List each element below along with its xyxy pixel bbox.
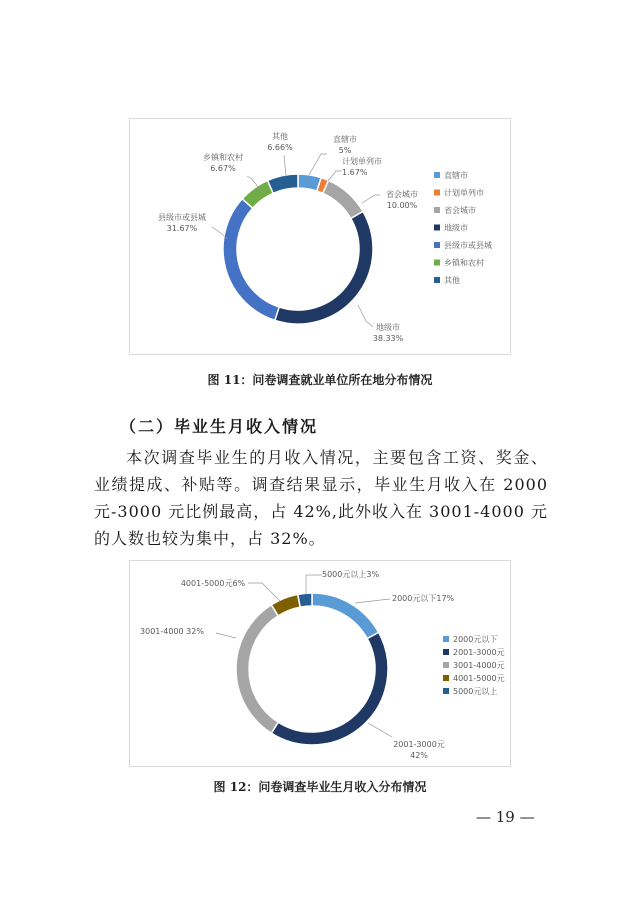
legend-label-5: 县级市或县城 <box>444 241 492 250</box>
donut-slice-7 <box>268 174 298 193</box>
legend-swatch-2 <box>443 649 449 655</box>
donut-slice-5 <box>223 199 279 321</box>
figure-12-caption: 图 12：问卷调查毕业生月收入分布情况 <box>213 780 427 794</box>
leader-line-1 <box>309 154 327 175</box>
legend-label-4: 地级市 <box>444 223 468 233</box>
legend-label-5: 5000元以上 <box>453 687 498 696</box>
donut-slice-3 <box>236 605 278 733</box>
chart-12-svg <box>130 561 510 766</box>
slice-label-value-4: 38.33% <box>372 334 404 343</box>
legend-swatch-7 <box>434 277 440 283</box>
legend-label-4: 4001-5000元 <box>453 674 505 683</box>
slice-label-1: 2000元以下17% <box>392 594 455 603</box>
leader-line-2 <box>328 171 342 181</box>
legend-swatch-1 <box>443 636 449 642</box>
leader-line-4 <box>358 305 373 327</box>
slice-label-name-1: 直辖市 <box>333 135 357 144</box>
leader-line-2 <box>368 723 392 737</box>
leader-line-5 <box>306 575 322 594</box>
legend-swatch-3 <box>434 207 440 213</box>
chart-11-svg <box>130 119 510 354</box>
legend-label-1: 2000元以下 <box>453 635 498 644</box>
leader-line-7 <box>284 155 286 176</box>
donut-slice-4 <box>275 212 373 324</box>
slice-label-name-7: 其他 <box>272 132 288 141</box>
donut-slice-5 <box>298 593 312 607</box>
legend-label-7: 其他 <box>444 276 460 285</box>
slice-label-name-5: 县级市或县城 <box>158 213 206 222</box>
legend-swatch-4 <box>434 225 440 231</box>
legend-swatch-2 <box>434 190 440 196</box>
slice-label-value-5: 31.67% <box>166 224 198 233</box>
legend-label-2: 2001-3000元 <box>453 648 505 657</box>
slice-label-name-2: 计划单列市 <box>342 157 382 166</box>
slice-label-4: 4001-5000元6% <box>180 579 246 588</box>
legend-swatch-6 <box>434 260 440 266</box>
leader-line-3 <box>362 195 380 203</box>
legend-label-6: 乡镇和农村 <box>444 258 484 268</box>
donut-slice-4 <box>271 594 300 615</box>
body-paragraph: 本次调查毕业生的月收入情况，主要包含工资、奖金、业绩提成、补贴等。调查结果显示，毕业生月收入在 2000 元-3000 元比例最高，占 42%,此外收入在 3001-4000 元的人数也较为集中，占 32%。 <box>94 448 548 548</box>
slice-label-value-2: 1.67% <box>342 168 368 177</box>
slice-label-name-3: 省会城市 <box>386 190 418 199</box>
slice-label-value-7: 6.66% <box>267 143 293 152</box>
legend-label-3: 3001-4000元 <box>453 661 505 670</box>
slice-label-2-line1: 2001-3000元 <box>393 740 445 749</box>
section-heading: （二）毕业生月收入情况 <box>120 417 319 436</box>
donut-slice-3 <box>323 180 363 218</box>
legend-label-2: 计划单列市 <box>444 188 484 198</box>
legend-label-3: 省会城市 <box>444 206 476 215</box>
legend-label-1: 直辖市 <box>444 171 468 180</box>
legend-swatch-3 <box>443 662 449 668</box>
slice-label-5: 5000元以上3% <box>322 570 380 579</box>
leader-line-1 <box>355 599 390 603</box>
legend-swatch-5 <box>443 688 449 694</box>
chart-12-frame <box>129 560 511 767</box>
slice-label-name-6: 乡镇和农村 <box>203 153 243 162</box>
legend-swatch-1 <box>434 172 440 178</box>
legend-swatch-5 <box>434 242 440 248</box>
leader-line-4 <box>248 583 280 601</box>
page-number: — 19 — <box>476 808 535 826</box>
slice-label-value-3: 10.00% <box>386 201 418 210</box>
leader-line-3 <box>216 633 236 638</box>
legend-swatch-4 <box>443 675 449 681</box>
donut-slice-1 <box>312 593 379 639</box>
slice-label-value-1: 5% <box>338 146 352 155</box>
donut-slice-2 <box>271 632 388 745</box>
slice-label-2-line2: 42% <box>410 751 428 760</box>
figure-11-caption: 图 11：问卷调查就业单位所在地分布情况 <box>207 373 433 387</box>
chart-11-frame <box>129 118 511 355</box>
slice-label-value-6: 6.67% <box>210 164 236 173</box>
slice-label-name-4: 地级市 <box>376 323 400 332</box>
slice-label-3: 3001-4000 32% <box>140 627 204 636</box>
